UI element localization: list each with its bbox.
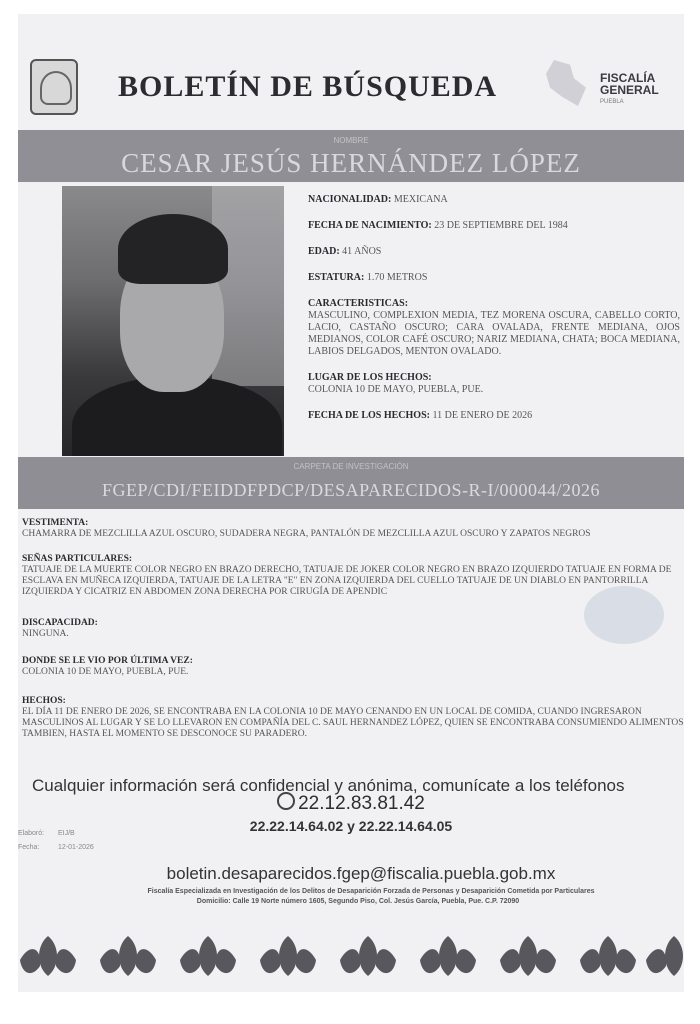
page-title: BOLETÍN DE BÚSQUEDA: [118, 70, 498, 103]
place-label: LUGAR DE LOS HECHOS:: [308, 372, 432, 383]
marks-section: SEÑAS PARTICULARES: TATUAJE DE LA MUERTE COLOR NEGRO EN BRAZO DERECHO, TATUAJE DE JOKER COLOR NEGRO EN BRAZO IZQUIERDO TATUAJE EN FORMA DE ESCLAVA EN MUÑECA IZQUIERDA, TATUAJE DE LA LETRA "E" EN ZONA IZQUIERDA DEL CUELLO TATUAJE DE UN DIABLO EN PANTORRILLA IZQUIERDA Y CICATRIZ EN ABDOMEN ZONA DERECHA POR CIRUGÍA DE APENDIC: [22, 554, 672, 597]
bulletin-header: [18, 14, 684, 129]
disability-section: DISCAPACIDAD: NINGUNA.: [22, 618, 98, 639]
facts-section: HECHOS: EL DÍA 11 DE ENERO DE 2026, SE ENCONTRABA EN LA COLONIA 10 DE MAYO CENANDO EN UN LOCAL DE COMIDA, CUANDO INGRESARON MASCULINOS AL LUGAR Y SE LO LLEVARON EN COMPAÑÍA DEL C. SAUL HERNANDEZ LÓPEZ, QUIEN SE ENCONTRABA CONSUMIENDO ALIMENTOS TAMBIEN, HASTA EL MOMENTO SE DESCONOCE SU PARADERO.: [22, 696, 684, 739]
person-details: [308, 194, 680, 422]
contact-email: boletin.desaparecidos.fgep@fiscalia.puebla.gob.mx: [166, 864, 556, 883]
prepared-date: Fecha: 12-01-2026: [18, 844, 94, 851]
person-name: CESAR JESÚS HERNÁNDEZ LÓPEZ: [121, 148, 581, 178]
place-text: COLONIA 10 DE MAYO, PUEBLA, PUE.: [308, 384, 484, 395]
puebla-map-icon: [546, 60, 586, 106]
nationality-row: NACIONALIDAD: MEXICANA: [308, 194, 448, 205]
case-label: CARPETA DE INVESTIGACIÓN: [293, 462, 409, 471]
birth-row: FECHA DE NACIMIENTO: 23 DE SEPTIEMBRE DEL 1984: [308, 220, 568, 231]
clothing-section: VESTIMENTA: CHAMARRA DE MEZCLILLA AZUL OSCURO, SUDADERA NEGRA, PANTALÓN DE MEZCLILLA AZUL OSCURO Y ZAPATOS NEGROS: [22, 518, 591, 539]
footer-address: Domicilio: Calle 19 Norte número 1605, Segundo Piso, Col. Jesús García, Puebla, Pue. C.P. 72090: [196, 898, 520, 905]
agency-logo: FISCALÍA GENERAL PUEBLA: [600, 71, 659, 105]
contact-message: Cualquier información será confidencial y anónima, comunícate a los teléfonos: [32, 776, 625, 795]
traits-text: MASCULINO, COMPLEXION MEDIA, TEZ MORENA OSCURA, CABELLO CORTO, LACIO, CASTAÑO OSCURO; CARA OVALADA, FRENTE MEDIANA, OJOS MEDIANOS, COLOR CAFÉ OSCURO; NARIZ MEDIANA, CHATA; BOCA MEDIANA, LABIOS DELGADOS, MENTON OVALADO.: [308, 310, 680, 357]
name-label: NOMBRE: [333, 136, 369, 145]
date-row: FECHA DE LOS HECHOS: 11 DE ENERO DE 2026: [308, 410, 533, 421]
whatsapp-number: 22.12.83.81.42: [18, 792, 684, 815]
footer-agency: Fiscalía Especializada en Investigación de los Delitos de Desaparición Forzada de Personas y Desaparición Cometida por Particulares: [147, 888, 595, 895]
height-row: ESTATURA: 1.70 METROS: [308, 272, 428, 283]
missing-person-photo: [62, 186, 284, 456]
last-seen-section: DONDE SE LE VIO POR ÚLTIMA VEZ: COLONIA 10 DE MAYO, PUEBLA, PUE.: [22, 656, 193, 677]
bulletin-sheet: [18, 14, 684, 992]
state-seal-icon: [30, 59, 78, 115]
whatsapp-icon: [277, 792, 295, 810]
prepared-by: Elaboró: EIJ/B: [18, 830, 75, 837]
decorative-pattern: [18, 920, 684, 992]
traits-label: CARACTERISTICAS:: [308, 298, 409, 309]
case-number: FGEP/CDI/FEIDDFPDCP/DESAPARECIDOS-R-I/000044/2026: [102, 480, 600, 500]
phone-numbers: 22.22.14.64.02 y 22.22.14.64.05: [249, 818, 453, 834]
age-row: EDAD: 41 AÑOS: [308, 246, 382, 257]
